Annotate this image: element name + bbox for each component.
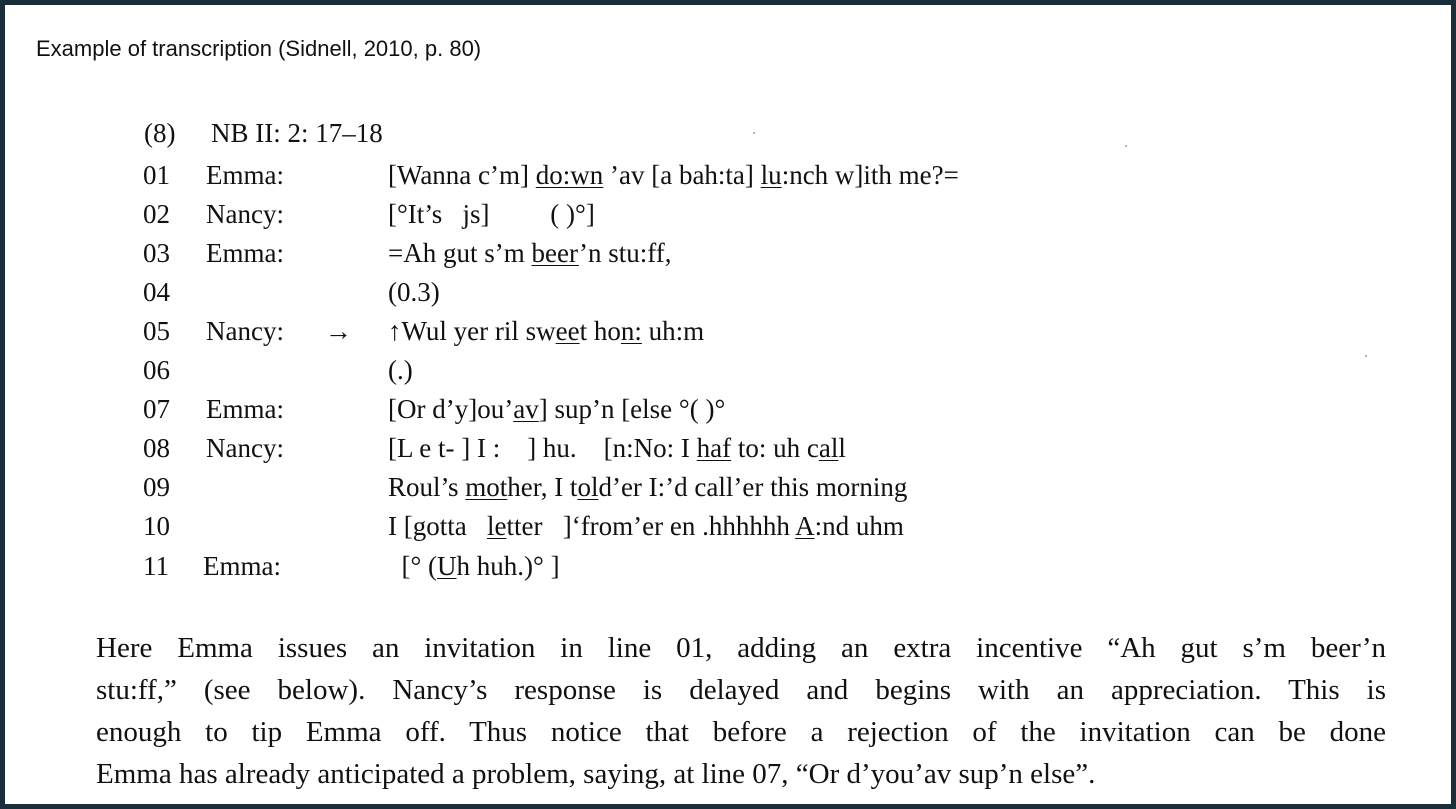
paragraph-line: enough to tip Emma off. Thus notice that before a rejection of the invitation can be done: [96, 716, 1386, 748]
speaker-label: Emma:: [206, 160, 284, 190]
speaker-label: Emma:: [206, 394, 284, 424]
figure-caption: Example of transcription (Sidnell, 2010, p. 80): [36, 36, 482, 61]
line-number: 11: [143, 551, 169, 581]
utterance-text: [388, 511, 904, 542]
line-number: 08: [143, 433, 170, 463]
line-number: 02: [143, 199, 170, 229]
speaker-label: Emma:: [203, 551, 281, 581]
utterance-text: [388, 160, 959, 191]
speaker-label: Nancy:: [206, 199, 284, 229]
line-number: 09: [143, 472, 170, 502]
utterance-content: (.): [388, 355, 413, 385]
commentary-paragraph: [96, 627, 1386, 795]
line-number: 03: [143, 238, 170, 268]
document-page: [5, 5, 1451, 804]
line-number: 04: [143, 277, 170, 307]
utterance-content: [°It’s js] ( )°]: [388, 199, 595, 229]
excerpt-number: (8): [144, 118, 176, 148]
utterance-content: I [gotta letter ]‘from’er en .hhhhhh A:nd uhm: [388, 511, 904, 541]
utterance-text: [388, 551, 560, 582]
line-number: 10: [143, 511, 170, 541]
speaker-label: Nancy:: [206, 433, 284, 463]
scan-speck: [1365, 355, 1367, 357]
line-number: 07: [143, 394, 170, 424]
utterance-text: [388, 199, 595, 230]
utterance-text: [388, 433, 846, 464]
line-number: 01: [143, 160, 170, 190]
arrow-marker: →: [325, 316, 352, 346]
utterance-text: [388, 238, 671, 269]
utterance-content: (0.3): [388, 277, 440, 307]
paragraph-line: Here Emma issues an invitation in line 01, adding an extra incentive “Ah gut s’m beer’n: [96, 632, 1386, 664]
scan-speck: [1125, 145, 1127, 147]
utterance-content: [Or d’y]ou’av] sup’n [else °( )°: [388, 394, 726, 424]
utterance-content: [L e t- ] I : ] hu. [n:No: I haf to: uh call: [388, 433, 846, 463]
utterance-content: [Wanna c’m] do:wn ’av [a bah:ta] lu:nch w]ith me?=: [388, 160, 959, 190]
line-number: 06: [143, 355, 170, 385]
utterance-content: [° (Uh huh.)° ]: [388, 551, 560, 581]
line-number: 05: [143, 316, 170, 346]
utterance-text: [388, 394, 725, 425]
paragraph-line: Emma has already anticipated a problem, saying, at line 07, “Or d’you’av sup’n else”.: [96, 758, 1096, 790]
excerpt-source: NB II: 2: 17–18: [211, 118, 383, 148]
scan-speck: [753, 132, 755, 134]
utterance-content: Roul’s mother, I told’er I:’d call’er this morning: [388, 472, 908, 502]
speaker-label: Emma:: [206, 238, 284, 268]
excerpt-header: [144, 118, 383, 149]
utterance-text: [388, 355, 413, 386]
utterance-content: =Ah gut s’m beer’n stu:ff,: [388, 238, 672, 268]
speaker-label: Nancy:: [206, 316, 284, 346]
paragraph-line: stu:ff,” (see below). Nancy’s response is delayed and begins with an appreciation. This is: [96, 674, 1386, 706]
utterance-text: [388, 277, 440, 308]
utterance-text: [388, 316, 704, 347]
utterance-text: [388, 472, 907, 503]
utterance-content: ↑Wul yer ril sweet hon: uh:m: [388, 316, 705, 346]
